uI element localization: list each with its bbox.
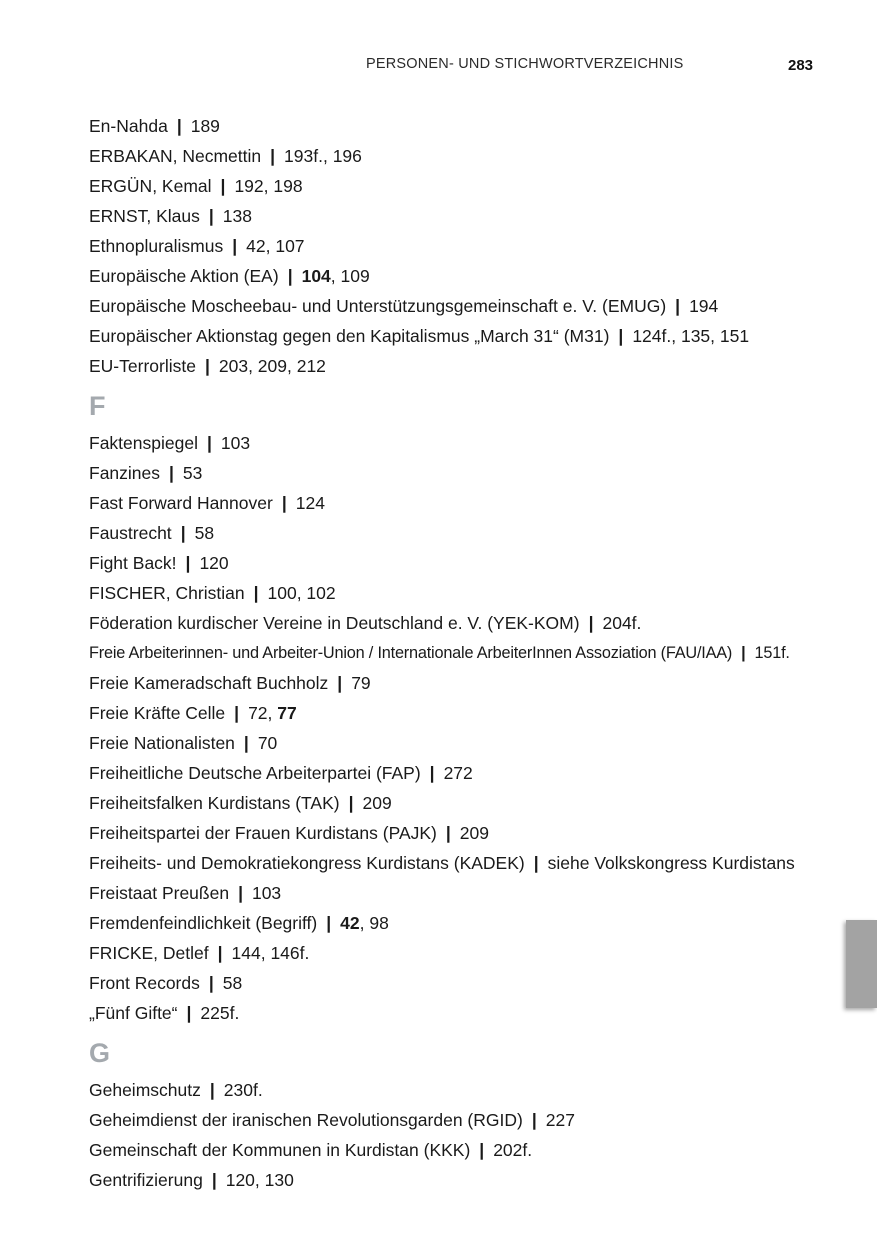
index-term: Fast Forward Hannover — [89, 493, 273, 513]
index-entry — [89, 638, 849, 668]
index-entry — [89, 908, 849, 938]
page-references: 70 — [257, 733, 278, 753]
page-references: 193f., 196 — [284, 146, 362, 166]
index-term: Fremdenfeindlichkeit (Begriff) — [89, 913, 318, 933]
index-entry — [89, 938, 849, 968]
separator: | — [208, 206, 214, 226]
index-term: Europäischer Aktionstag gegen den Kapitalismus „March 31“ (M31) — [89, 326, 610, 346]
page-references: 120, 130 — [225, 1170, 294, 1190]
index-term: Gentrifizierung — [89, 1170, 203, 1190]
index-term: Freie Nationalisten — [89, 733, 235, 753]
index-list — [89, 111, 849, 1195]
main-page-reference: 77 — [277, 703, 297, 723]
index-entry — [89, 548, 849, 578]
separator: | — [232, 236, 238, 256]
thumb-index-tab — [846, 920, 877, 1008]
index-entry — [89, 668, 849, 698]
page-references: 79 — [351, 673, 371, 693]
index-entry — [89, 1105, 849, 1135]
index-term: FISCHER, Christian — [89, 583, 245, 603]
separator: | — [243, 733, 249, 753]
main-page-reference: 42 — [340, 913, 360, 933]
page-references: 272 — [443, 763, 473, 783]
separator: | — [211, 1170, 217, 1190]
index-term: ERBAKAN, Necmettin — [89, 146, 262, 166]
separator: | — [479, 1140, 485, 1160]
separator: | — [169, 463, 174, 483]
page-references: 230f. — [223, 1080, 263, 1100]
index-entry — [89, 1165, 849, 1195]
main-page-reference: 104 — [301, 266, 331, 286]
index-entry — [89, 698, 849, 728]
index-entry — [89, 848, 849, 878]
separator: | — [220, 176, 226, 196]
section-letter: F — [89, 391, 106, 421]
page-references: 151f. — [754, 644, 790, 662]
index-entry — [89, 201, 849, 231]
index-term: Freiheitliche Deutsche Arbeiterpartei (FAP) — [89, 763, 421, 783]
index-term: Front Records — [89, 973, 200, 993]
index-entry — [89, 111, 849, 141]
index-entry — [89, 291, 849, 321]
page-references: 203, 209, 212 — [218, 356, 326, 376]
page-references: siehe Volkskongress Kurdistans — [547, 853, 795, 873]
separator: | — [741, 644, 746, 662]
separator: | — [337, 673, 343, 693]
page-references: 124 — [295, 493, 325, 513]
separator: | — [348, 793, 354, 813]
index-term: Ethnopluralismus — [89, 236, 224, 256]
page-references: 72, — [248, 703, 278, 723]
page-references: 124f., 135, 151 — [632, 326, 750, 346]
index-entry — [89, 351, 849, 381]
index-entry — [89, 1135, 849, 1165]
page-references: 58 — [194, 523, 215, 543]
index-entry — [89, 141, 849, 171]
index-term: Geheimschutz — [89, 1080, 201, 1100]
index-entry — [89, 171, 849, 201]
index-term: Föderation kurdischer Vereine in Deutschland e. V. (YEK-KOM) — [89, 613, 580, 633]
page-references: 202f. — [493, 1140, 533, 1160]
page-references: 189 — [190, 116, 220, 136]
separator: | — [326, 913, 332, 933]
index-term: Faktenspiegel — [89, 433, 198, 453]
page-references: , 109 — [330, 266, 370, 286]
page-references: 53 — [182, 463, 203, 483]
page-references: , 98 — [359, 913, 389, 933]
separator: | — [186, 1003, 192, 1023]
separator: | — [209, 1080, 215, 1100]
index-term: Freiheitspartei der Frauen Kurdistans (PAJK) — [89, 823, 437, 843]
index-entry — [89, 788, 849, 818]
index-term: Freie Kräfte Celle — [89, 703, 226, 723]
index-term: Geheimdienst der iranischen Revolutionsgarden (RGID) — [89, 1110, 523, 1130]
page-references: 192, 198 — [234, 176, 303, 196]
index-term: Freistaat Preußen — [89, 883, 230, 903]
index-term: Europäische Aktion (EA) — [89, 266, 279, 286]
index-entry — [89, 998, 849, 1028]
page-references: 42, 107 — [246, 236, 305, 256]
page-references: 100, 102 — [267, 583, 336, 603]
page-references: 103 — [251, 883, 282, 903]
index-entry — [89, 758, 849, 788]
index-entry — [89, 728, 849, 758]
separator: | — [618, 326, 624, 346]
separator: | — [281, 493, 287, 513]
index-term: ERGÜN, Kemal — [89, 176, 212, 196]
index-term: Freie Kameradschaft Buchholz — [89, 673, 329, 693]
separator: | — [234, 703, 240, 723]
index-term: Freiheitsfalken Kurdistans (TAK) — [89, 793, 340, 813]
index-term: „Fünf Gifte“ — [89, 1003, 178, 1023]
running-header-title: PERSONEN- UND STICHWORTVERZEICHNIS — [366, 56, 684, 72]
index-entry — [89, 518, 849, 548]
separator: | — [208, 973, 214, 993]
separator: | — [253, 583, 259, 603]
index-entry — [89, 261, 849, 291]
index-term: Faustrecht — [89, 523, 172, 543]
index-term: Freie Arbeiterinnen- und Arbeiter-Union / Internationale ArbeiterInnen Assoziation (FAU/IAA) — [89, 644, 733, 662]
page-references: 194 — [689, 296, 719, 316]
page-references: 209 — [459, 823, 489, 843]
separator: | — [675, 296, 681, 316]
section-letter: G — [89, 1038, 111, 1068]
separator: | — [206, 433, 212, 453]
separator: | — [429, 763, 435, 783]
index-term: Fanzines — [89, 463, 161, 483]
page-references: 227 — [545, 1110, 575, 1130]
separator: | — [533, 853, 539, 873]
separator: | — [180, 523, 186, 543]
index-term: En-Nahda — [89, 116, 168, 136]
index-entry — [89, 231, 849, 261]
index-term: Freiheits- und Demokratiekongress Kurdistans (KADEK) — [89, 853, 525, 873]
page-references: 209 — [362, 793, 392, 813]
page-references: 225f. — [200, 1003, 240, 1023]
page-references: 120 — [199, 553, 229, 573]
index-term: Gemeinschaft der Kommunen in Kurdistan (KKK) — [89, 1140, 471, 1160]
separator: | — [445, 823, 451, 843]
index-term: EU-Terrorliste — [89, 356, 196, 376]
separator: | — [204, 356, 210, 376]
page-number: 283 — [788, 57, 814, 74]
index-entry — [89, 428, 849, 458]
index-entry — [89, 321, 849, 351]
page-references: 103 — [220, 433, 251, 453]
separator: | — [588, 613, 594, 633]
index-term: ERNST, Klaus — [89, 206, 200, 226]
index-entry — [89, 878, 849, 908]
separator: | — [287, 266, 293, 286]
page-references: 204f. — [602, 613, 642, 633]
separator: | — [270, 146, 276, 166]
separator: | — [238, 883, 243, 903]
index-term: FRICKE, Detlef — [89, 943, 209, 963]
separator: | — [531, 1110, 537, 1130]
separator: | — [217, 943, 223, 963]
index-entry — [89, 608, 849, 638]
page-references: 58 — [222, 973, 243, 993]
index-entry — [89, 488, 849, 518]
index-term: Europäische Moscheebau- und Unterstützungsgemeinschaft e. V. (EMUG) — [89, 296, 667, 316]
index-entry — [89, 458, 849, 488]
separator: | — [176, 116, 182, 136]
index-entry — [89, 1075, 849, 1105]
separator: | — [185, 553, 191, 573]
index-entry — [89, 818, 849, 848]
index-entry — [89, 968, 849, 998]
page-references: 144, 146f. — [231, 943, 310, 963]
index-entry — [89, 578, 849, 608]
index-term: Fight Back! — [89, 553, 177, 573]
page-references: 138 — [222, 206, 252, 226]
